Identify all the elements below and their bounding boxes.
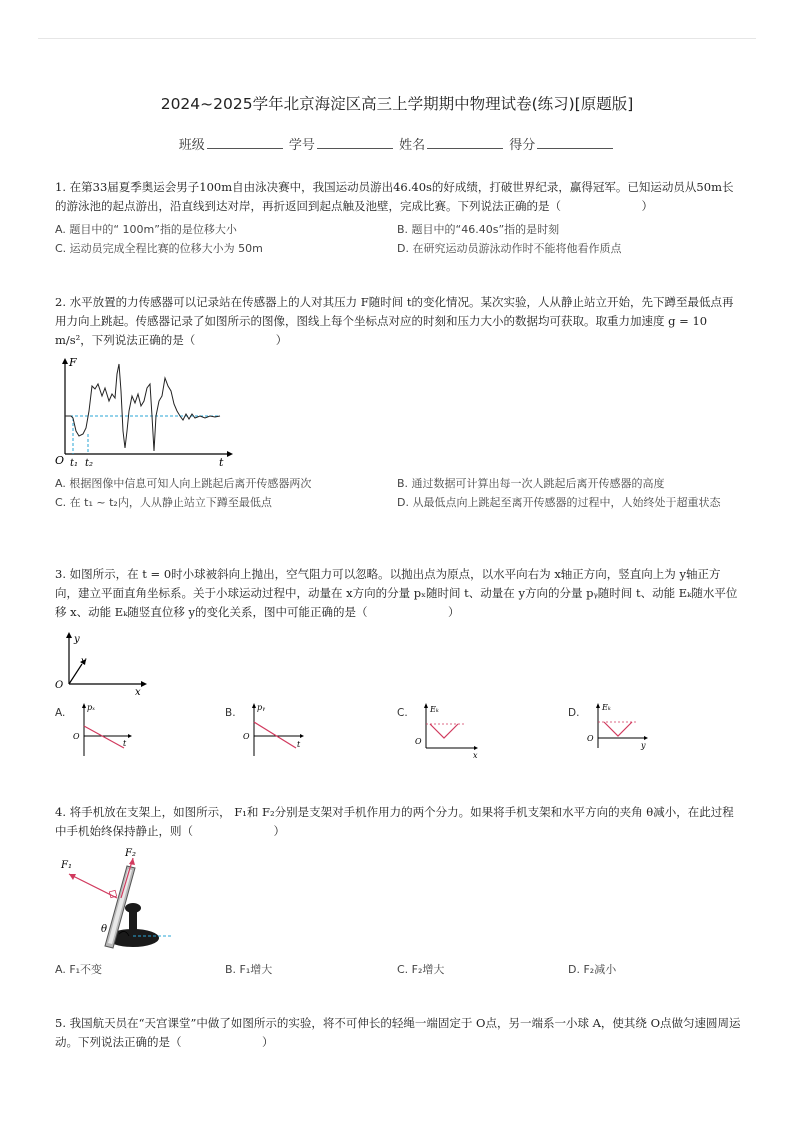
q1-option-b[interactable]: B. 题目中的“46.40s”指的是时刻: [397, 223, 560, 236]
q3-choice-c-letter[interactable]: C.: [397, 707, 408, 719]
q4-option-d[interactable]: D. F₂减小: [568, 963, 617, 976]
q3-origin-label: O: [55, 680, 64, 691]
q4-option-a[interactable]: A. F₁不变: [55, 963, 103, 976]
q3-a-x-label: t: [123, 739, 127, 748]
q2-option-b[interactable]: B. 通过数据可计算出每一次人跳起后离开传感器的高度: [397, 477, 665, 490]
q3-choice-c-graph[interactable]: [410, 702, 486, 758]
top-rule: [38, 38, 756, 39]
id-label: 学号: [288, 138, 315, 153]
q3-choice-a-graph[interactable]: [68, 702, 138, 758]
class-blank[interactable]: [207, 136, 283, 149]
name-label: 姓名: [399, 138, 426, 153]
page-title: 2024~2025学年北京海淀区高三上学期期中物理试卷(练习)[原题版]: [160, 95, 634, 113]
student-info-line: [0, 134, 794, 153]
q4-phone-stand-figure: [55, 846, 180, 954]
q3-b-x-label: t: [297, 740, 301, 749]
q3-c-x-label: x: [473, 751, 478, 760]
q3-v-label: v: [81, 656, 87, 667]
q3-x-label: x: [135, 687, 141, 698]
q3-a-origin: O: [73, 732, 80, 741]
question-3-text: 3. 如图所示，在 t = 0时小球被斜向上抛出，空气阻力可以忽略。以抛出点为原点，以水平向右为 x轴正方向，竖直向上为 y轴正方向，建立平面直角坐标系。关于小球运动过程中，动量在 x方向的分量 pₓ随时间 t、动量在 y方向的分量 pᵧ随时间 t、动能 Eₖ随水平位移 x、动能 Eₖ随竖直位移 y的变化关系，图中可能正确的是（ ）: [55, 567, 738, 619]
score-blank[interactable]: [537, 136, 613, 149]
q3-d-y-label: Eₖ: [602, 703, 611, 712]
question-4-text: 4. 将手机放在支架上，如图所示， F₁和 F₂分别是支架对手机作用力的两个分力。如果将手机支架和水平方向的夹角 θ减小，在此过程中手机始终保持静止，则（ ）: [55, 805, 734, 838]
q2-origin-label: O: [55, 454, 65, 467]
q2-t1-label: t₁: [70, 458, 79, 469]
q3-b-y-label: pᵧ: [257, 703, 266, 712]
q1-option-d[interactable]: D. 在研究运动员游泳动作时不能将他看作质点: [397, 242, 622, 255]
q3-c-origin: O: [415, 737, 422, 746]
q3-y-label: y: [74, 634, 80, 645]
q3-choice-d-graph[interactable]: [582, 702, 658, 758]
q3-choice-b-graph[interactable]: [238, 702, 310, 758]
q3-choice-d-letter[interactable]: D.: [568, 707, 580, 719]
question-1-text: 1. 在第33届夏季奥运会男子100m自由泳决赛中，我国运动员游出46.40s的好成绩，打破世界纪录，赢得冠军。已知运动员从50m长的游泳池的起点游出，沿直线到达对岸，再折返回到起点触及池壁，完成比赛。下列说法正确的是（ ）: [55, 180, 734, 213]
q2-option-d[interactable]: D. 从最低点向上跳起至离开传感器的过程中，人始终处于超重状态: [397, 496, 721, 509]
q3-coordinate-diagram: [55, 632, 155, 696]
class-label: 班级: [178, 138, 205, 153]
q4-option-c[interactable]: C. F₂增大: [397, 963, 445, 976]
q3-d-origin: O: [587, 734, 594, 743]
q4-f1-label: F₁: [61, 860, 72, 871]
id-blank[interactable]: [317, 136, 393, 149]
q4-option-b[interactable]: B. F₁增大: [225, 963, 273, 976]
q2-x-axis-label: t: [219, 456, 224, 469]
q1-option-c[interactable]: C. 运动员完成全程比赛的位移大小为 50m: [55, 242, 263, 255]
question-2-text: 2. 水平放置的力传感器可以记录站在传感器上的人对其压力 F随时间 t的变化情况。某次实验，人从静止站立开始，先下蹲至最低点再用力向上跳起。传感器记录了如图所示的图像，图线上每个坐标点对应的时刻和压力大小的数据均可获取。取重力加速度 g = 10 m/s²，下列说法正确的是（ ）: [55, 295, 734, 347]
q1-option-a[interactable]: A. 题目中的“ 100m”指的是位移大小: [55, 223, 237, 236]
q2-y-axis-label: F: [69, 356, 77, 369]
q3-b-origin: O: [243, 732, 250, 741]
score-label: 得分: [509, 138, 536, 153]
q2-t2-label: t₂: [85, 458, 94, 469]
q3-choice-b-letter[interactable]: B.: [225, 707, 236, 719]
name-blank[interactable]: [427, 136, 503, 149]
q3-choice-a-letter[interactable]: A.: [55, 707, 66, 719]
q4-theta-label: θ: [101, 924, 108, 935]
q3-c-y-label: Eₖ: [430, 705, 439, 714]
q2-force-time-graph: [55, 356, 235, 468]
q2-option-a[interactable]: A. 根据图像中信息可知人向上跳起后离开传感器两次: [55, 477, 312, 490]
question-5-text: 5. 我国航天员在“天宫课堂”中做了如图所示的实验，将不可伸长的轻绳一端固定于 O点，另一端系一小球 A，使其绕 O点做匀速圆周运动。下列说法正确的是（ ）: [55, 1016, 741, 1049]
q4-f2-label: F₂: [125, 848, 136, 859]
q3-d-x-label: y: [641, 741, 646, 750]
q2-option-c[interactable]: C. 在 t₁ ~ t₂内，人从静止站立下蹲至最低点: [55, 496, 272, 509]
q3-a-y-label: pₓ: [87, 703, 95, 712]
